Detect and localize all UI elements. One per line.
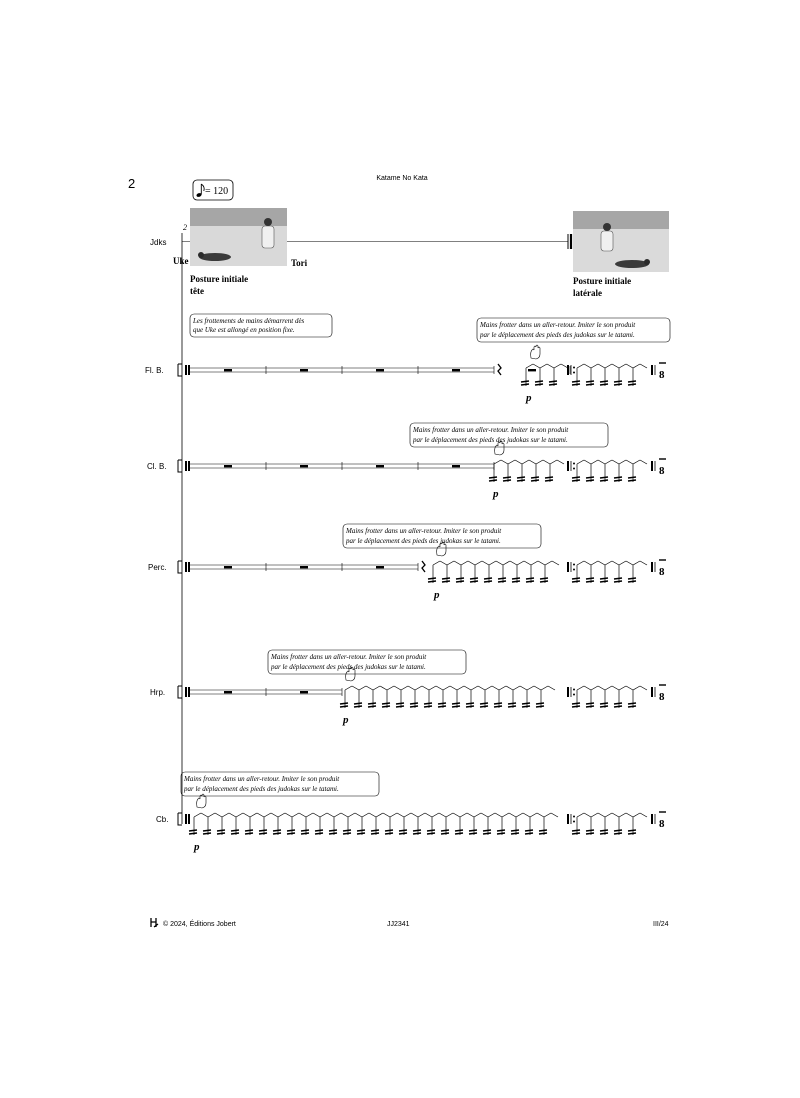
staff-5	[156, 772, 666, 853]
whole-rest	[300, 691, 308, 693]
dynamic-marking: p	[434, 589, 440, 601]
note-beam	[586, 381, 594, 382]
note-beam	[399, 830, 407, 831]
time-signature-bottom: 8	[659, 691, 665, 703]
note-beam	[413, 830, 421, 831]
time-signature-bottom: 8	[659, 369, 665, 381]
tempo-value: = 120	[205, 186, 229, 197]
hand-rub-icon	[531, 345, 540, 359]
note-beam	[614, 830, 622, 831]
dynamic-marking: p	[343, 714, 349, 726]
whole-rest	[224, 691, 232, 693]
staff-label-jdks: Jdks	[150, 238, 167, 247]
note-beam	[549, 381, 557, 382]
time-signature-bottom: 8	[659, 818, 665, 830]
note-beam	[385, 830, 393, 831]
note-beam	[498, 578, 506, 579]
note-beam	[470, 578, 478, 579]
caption-right-line2: latérale	[573, 288, 602, 298]
staff-label: Fl. B.	[145, 366, 164, 375]
page-title: Katame No Kata	[376, 175, 428, 182]
tempo-marking	[193, 180, 233, 200]
note-beam	[427, 830, 435, 831]
note-beam	[382, 703, 390, 704]
staff-2	[147, 423, 666, 500]
note-beam	[614, 703, 622, 704]
note-beam	[586, 703, 594, 704]
note-beam	[315, 830, 323, 831]
staff-bracket	[178, 813, 182, 825]
photo-posture-tete	[190, 208, 287, 266]
instrument-staves	[145, 318, 670, 853]
dynamic-marking: p	[493, 488, 499, 500]
instruction-box-rub	[477, 318, 670, 342]
instruction-rub-line1: Mains frotter dans un aller-retour. Imiter le son produit	[480, 321, 636, 329]
staff-3	[148, 524, 666, 601]
note-beam	[586, 477, 594, 478]
footer-copyright: © 2024, Éditions Jobert	[163, 921, 236, 928]
note-beam	[371, 830, 379, 831]
staff-label: Cb.	[156, 815, 169, 824]
note-beam	[511, 830, 519, 831]
instruction-rub-line2: par le déplacement des pieds des judokas sur le tatami.	[413, 436, 568, 444]
note-beam	[483, 830, 491, 831]
note-beam	[614, 381, 622, 382]
time-signature-bottom: 8	[659, 566, 665, 578]
page-number: 2	[128, 176, 136, 191]
note-beam	[540, 578, 548, 579]
note-beam	[455, 830, 463, 831]
note-beam	[497, 830, 505, 831]
whole-rest	[224, 566, 232, 568]
note-beam	[600, 830, 608, 831]
note-beam	[396, 703, 404, 704]
label-uke: Uke	[173, 256, 189, 266]
whole-rest	[528, 369, 536, 371]
instruction-box-rub	[268, 650, 466, 674]
note-beam	[521, 381, 529, 382]
note-beam	[217, 830, 225, 831]
note-beam	[508, 703, 516, 704]
caption-left-line1: Posture initiale	[190, 274, 249, 284]
note-beam	[628, 477, 636, 478]
caption-left-line2: tête	[190, 286, 204, 296]
note-beam	[517, 477, 525, 478]
quarter-rest	[498, 364, 501, 375]
note-beam	[572, 477, 580, 478]
instruction-rub-line2: par le déplacement des pieds des judokas sur le tatami.	[480, 331, 635, 339]
note-beam	[531, 477, 539, 478]
whole-rest	[452, 465, 460, 467]
note-beam	[600, 578, 608, 579]
caption-right-line1: Posture initiale	[573, 276, 632, 286]
note-beam	[572, 381, 580, 382]
staff-label: Cl. B.	[147, 462, 167, 471]
note-beam	[410, 703, 418, 704]
footer	[151, 918, 669, 928]
note-beam	[456, 578, 464, 579]
dynamic-marking: p	[194, 841, 200, 853]
whole-rest	[224, 465, 232, 467]
note-beam	[469, 830, 477, 831]
note-beam	[535, 381, 543, 382]
staff-bracket	[178, 686, 182, 698]
note-beam	[466, 703, 474, 704]
note-beam	[628, 830, 636, 831]
instruction-rub-line2: par le déplacement des pieds des judokas sur le tatami.	[184, 785, 339, 793]
staff-label: Hrp.	[150, 688, 166, 697]
note-beam	[586, 578, 594, 579]
note-beam	[628, 703, 636, 704]
eighth-note-icon	[196, 184, 204, 198]
note-beam	[203, 830, 211, 831]
instruction-box-rub	[343, 524, 541, 548]
staff-bracket	[178, 561, 182, 573]
note-beam	[600, 703, 608, 704]
note-beam	[572, 578, 580, 579]
whole-rest	[376, 566, 384, 568]
whole-rest	[224, 369, 232, 371]
measure-number: 2	[183, 223, 187, 232]
whole-rest	[300, 566, 308, 568]
staff-4	[150, 650, 666, 726]
dynamic-marking: p	[526, 392, 532, 404]
note-beam	[600, 477, 608, 478]
instruction-rub-line1: Mains frotter dans un aller-retour. Imiter le son produit	[271, 653, 427, 661]
instruction-rub-line1: Mains frotter dans un aller-retour. Imiter le son produit	[184, 775, 340, 783]
label-tori: Tori	[291, 258, 308, 268]
note-beam	[526, 578, 534, 579]
note-beam	[586, 830, 594, 831]
note-beam	[572, 703, 580, 704]
note-beam	[441, 830, 449, 831]
instruction-box-rub	[410, 423, 608, 447]
whole-rest	[452, 369, 460, 371]
note-beam	[287, 830, 295, 831]
note-beam	[522, 703, 530, 704]
note-beam	[245, 830, 253, 831]
staff-bracket	[178, 460, 182, 472]
time-signature-bottom: 8	[659, 465, 665, 477]
whole-rest	[376, 369, 384, 371]
note-beam	[442, 578, 450, 579]
staff-label: Perc.	[148, 563, 167, 572]
note-beam	[354, 703, 362, 704]
note-beam	[494, 703, 502, 704]
note-beam	[231, 830, 239, 831]
footer-code: JJ2341	[387, 921, 410, 928]
staff-bracket	[178, 364, 182, 376]
quarter-rest	[422, 561, 425, 572]
note-beam	[484, 578, 492, 579]
note-beam	[525, 830, 533, 831]
instruction-box-rub	[181, 772, 379, 796]
note-beam	[438, 703, 446, 704]
footer-page: III/24	[653, 921, 669, 928]
judokas-staff	[150, 208, 669, 298]
note-beam	[428, 578, 436, 579]
instruction-rub-line1: Mains frotter dans un aller-retour. Imiter le son produit	[346, 527, 502, 535]
note-beam	[628, 381, 636, 382]
whole-rest	[300, 369, 308, 371]
note-beam	[273, 830, 281, 831]
instruction-rub-line2: par le déplacement des pieds des judokas sur le tatami.	[346, 537, 501, 545]
note-beam	[357, 830, 365, 831]
note-beam	[572, 830, 580, 831]
note-beam	[259, 830, 267, 831]
publisher-logo-icon	[151, 918, 158, 927]
note-beam	[545, 477, 553, 478]
instruction-start-line1: Les frottements de mains démarrent dès	[193, 317, 305, 325]
whole-rest	[300, 465, 308, 467]
note-beam	[512, 578, 520, 579]
note-beam	[452, 703, 460, 704]
note-beam	[343, 830, 351, 831]
instruction-rub-line2: par le déplacement des pieds des judokas sur le tatami.	[271, 663, 426, 671]
note-beam	[539, 830, 547, 831]
note-beam	[628, 578, 636, 579]
note-beam	[614, 477, 622, 478]
photo-posture-laterale	[573, 211, 669, 272]
note-beam	[301, 830, 309, 831]
note-beam	[424, 703, 432, 704]
instruction-start-line2: que Uke est allongé en position fixe.	[193, 326, 295, 334]
note-beam	[536, 703, 544, 704]
note-beam	[189, 830, 197, 831]
note-beam	[600, 381, 608, 382]
note-beam	[368, 703, 376, 704]
instruction-rub-line1: Mains frotter dans un aller-retour. Imiter le son produit	[413, 426, 569, 434]
note-beam	[329, 830, 337, 831]
whole-rest	[376, 465, 384, 467]
note-beam	[340, 703, 348, 704]
note-beam	[489, 477, 497, 478]
note-beam	[480, 703, 488, 704]
note-beam	[503, 477, 511, 478]
instruction-box-start	[190, 314, 332, 337]
note-beam	[614, 578, 622, 579]
